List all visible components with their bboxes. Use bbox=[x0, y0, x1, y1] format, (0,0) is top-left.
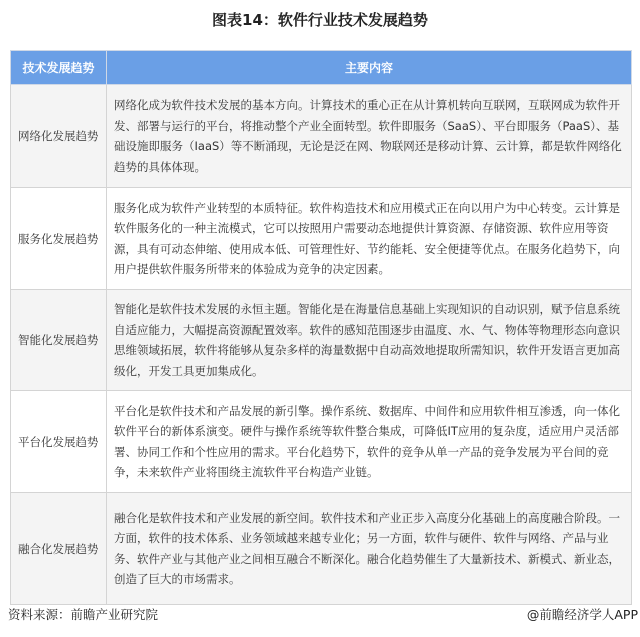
trend-name: 智能化发展趋势 bbox=[11, 290, 107, 391]
table-row bbox=[11, 290, 632, 391]
header-trend: 技术发展趋势 bbox=[11, 51, 107, 85]
trend-name: 网络化发展趋势 bbox=[11, 85, 107, 188]
trend-content: 服务化成为软件产业转型的本质特征。软件构造技术和应用模式正在向以用户为中心转变。云计算是软件服务化的一种主流模式，它可以按照用户需要动态地提供计算资源、存储资源、软件应用等资源，具有可动态伸缩、使用成本低、可管理性好、节约能耗、安全便捷等优点。在服务化趋势下，向用户提供软件服务所带来的体验成为竞争的决定因素。 bbox=[107, 188, 632, 290]
table-row bbox=[11, 493, 632, 605]
table-row bbox=[11, 85, 632, 188]
trend-name: 平台化发展趋势 bbox=[11, 391, 107, 493]
source-note: 资料来源：前瞻产业研究院 bbox=[8, 607, 159, 622]
table-header-row bbox=[11, 51, 632, 85]
table-row bbox=[11, 391, 632, 493]
credit-note: @前瞻经济学人APP bbox=[526, 607, 638, 622]
trend-name: 服务化发展趋势 bbox=[11, 188, 107, 290]
trend-content: 网络化成为软件技术发展的基本方向。计算技术的重心正在从计算机转向互联网，互联网成为软件开发、部署与运行的平台，将推动整个产业全面转型。软件即服务（SaaS）、平台即服务（PaaS）、基础设施即服务（IaaS）等不断涌现，无论是泛在网、物联网还是移动计算、云计算，都是软件网络化趋势的具体体现。 bbox=[107, 85, 632, 188]
table-row bbox=[11, 188, 632, 290]
header-content: 主要内容 bbox=[107, 51, 632, 85]
trend-content: 平台化是软件技术和产品发展的新引擎。操作系统、数据库、中间件和应用软件相互渗透，向一体化软件平台的新体系演变。硬件与操作系统等软件整合集成，可降低IT应用的复杂度，适应用户灵活部署、协同工作和个性应用的需求。平台化趋势下，软件的竞争从单一产品的竞争发展为平台间的竞争，未来软件产业将围绕主流软件平台构造产业链。 bbox=[107, 391, 632, 493]
trend-table bbox=[10, 50, 632, 605]
page-title: 图表14：软件行业技术发展趋势 bbox=[212, 11, 428, 29]
trend-content: 智能化是软件技术发展的永恒主题。智能化是在海量信息基础上实现知识的自动识别，赋予信息系统自适应能力，大幅提高资源配置效率。软件的感知范围逐步由温度、水、气、物体等物理形态向意识思维领域拓展，软件将能够从复杂多样的海量数据中自动高效地提取所需知识，软件开发语言更加高级化，开发工具更加集成化。 bbox=[107, 290, 632, 391]
trend-name: 融合化发展趋势 bbox=[11, 493, 107, 605]
trend-content: 融合化是软件技术和产业发展的新空间。软件技术和产业正步入高度分化基础上的高度融合阶段。一方面，软件的技术体系、业务领域越来越专业化；另一方面，软件与硬件、软件与网络、产品与业务、软件产业与其他产业之间相互融合不断深化。融合化趋势催生了大量新技术、新模式、新业态，创造了巨大的市场需求。 bbox=[107, 493, 632, 605]
